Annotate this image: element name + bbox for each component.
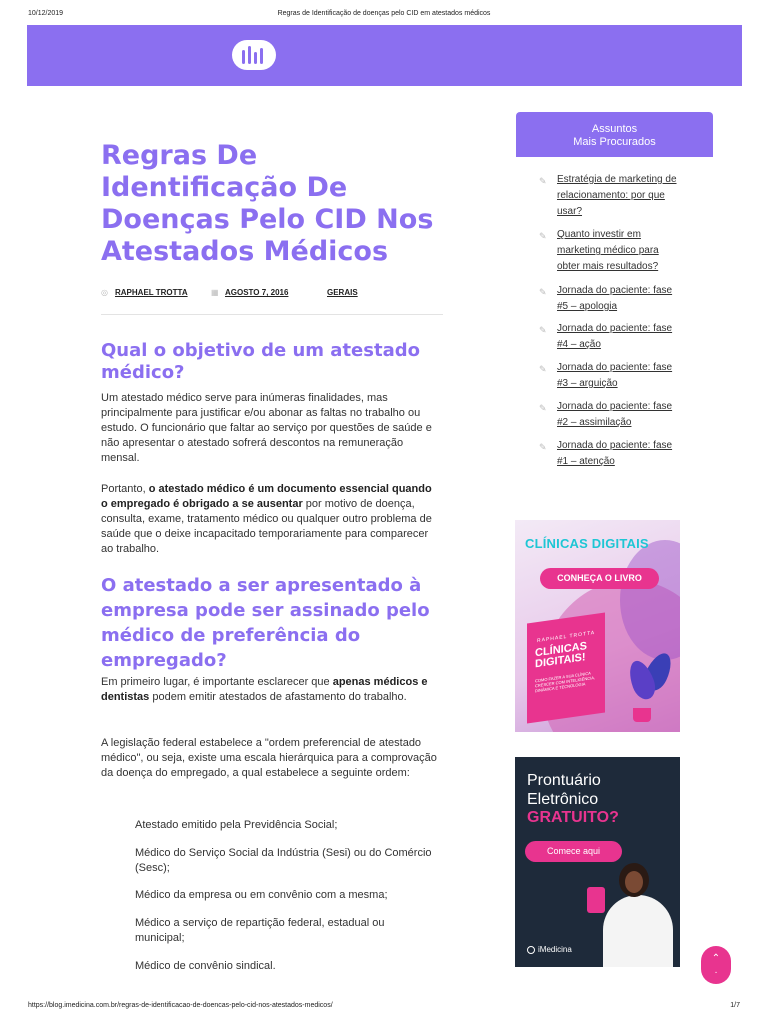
paragraph-3: Em primeiro lugar, é importante esclarecer que apenas médicos e dentistas podem emitir atestados de afastamento do trabalho. [101,676,428,703]
back-to-top-button[interactable]: ⌃ · [701,946,731,984]
pencil-icon: ✎ [539,442,547,452]
list-item: Atestado emitido pela Previdência Social; [135,819,338,831]
sidebar-link[interactable]: ✎ Jornada do paciente: fase #5 – apologia [539,285,673,312]
ad-heading: CLÍNICAS DIGITAIS [525,536,649,551]
article-meta [101,287,443,315]
calendar-icon: ▦ [211,287,219,297]
page-number: 1/7 [730,1002,740,1009]
doctor-illustration [603,895,673,967]
print-title: Regras de Identificação de doenças pelo CID em atestados médicos [277,10,491,17]
pencil-icon: ✎ [539,287,547,297]
pencil-icon: ✎ [539,176,547,186]
book-cover: RAPHAEL TROTTA CLÍNICAS DIGITAIS! COMO FAZER A SUA CLÍNICA CRESCER COM INTELIGÊNCIA, DINÂMICA E TECNOLOGIA [527,613,605,724]
paragraph-2: Portanto, o atestado médico é um documento essencial quando o empregado é obrigado a se ausentar por motivo de doença, consulta, exame, tratamento médico ou qualquer outro problema de saúde que o deixe incapacitado temporariamente para comparecer ao trabalho. [101,483,432,555]
user-icon: ◎ [101,287,108,297]
paragraph-1: Um atestado médico serve para inúmeras finalidades, mas principalmente para justificar e/ou abonar as faltas no trabalho ou estudo. O funcionário que faltar ao serviço por questões de saúde e não apresentar o atestado sofrerá descontos na remuneração mensal. [101,392,432,464]
pencil-icon: ✎ [539,403,547,413]
article-title: Regras De Identificação De Doenças Pelo CID Nos Atestados Médicos [101,140,434,267]
imedicina-logo-icon[interactable] [232,40,276,70]
print-footer [28,1002,740,1014]
author-link[interactable]: RAPHAEL TROTTA [115,288,188,297]
know-book-button[interactable]: CONHEÇA O LIVRO [540,568,659,589]
tablet-icon [587,887,605,913]
site-banner [27,25,742,86]
print-date: 10/12/2019 [28,10,64,17]
brand-logo: iMedicina [527,945,572,954]
ad-line: Prontuário Eletrônico [527,772,601,808]
paragraph-4: A legislação federal estabelece a "ordem preferencial de atestado médico", ou seja, existe uma escala hierárquica para a comprovação da doença do empregado, a qual estabelece a seguinte ordem: [101,737,437,779]
pencil-icon: ✎ [539,231,547,241]
pencil-icon: ✎ [539,325,547,335]
list-item: Médico do Serviço Social da Indústria (Sesi) ou do Comércio (Sesc); [135,847,432,874]
prontuario-ad-banner[interactable] [515,757,680,967]
bold-highlight: apenas médicos e dentistas [101,676,428,703]
bold-highlight: o atestado médico é um documento essencial quando o empregado é obrigado a se ausentar [101,483,432,510]
sidebar-link[interactable]: ✎ Jornada do paciente: fase #4 – ação [539,323,673,350]
list-item: Médico da empresa ou em convênio com a mesma; [135,889,388,901]
list-item: Médico a serviço de repartição federal, estadual ou municipal; [135,917,385,944]
print-header [28,10,740,22]
book-ad-banner[interactable] [515,520,680,732]
print-url: https://blog.imedicina.com.br/regras-de-identificacao-de-doencas-pelo-cid-nos-atestados-medicos/ [28,1002,333,1009]
pencil-icon: ✎ [539,364,547,374]
start-here-button[interactable]: Comece aqui [525,841,622,862]
section-heading-objetivo: Qual o objetivo de um atestado médico? [101,340,420,383]
ad-highlight: GRATUITO? [527,809,619,826]
list-item: Médico de convênio sindical. [135,960,276,972]
imedicina-logo-icon [527,946,535,954]
sidebar-link[interactable]: ✎ Jornada do paciente: fase #3 – arguição [539,362,673,389]
sidebar-link[interactable]: ✎ Quanto investir em marketing médico para obter mais resultados? [539,229,659,272]
sidebar-link[interactable]: ✎ Jornada do paciente: fase #2 – assimilação [539,401,673,428]
sidebar-link[interactable]: ✎ Jornada do paciente: fase #1 – atenção [539,440,673,467]
date-link[interactable]: AGOSTO 7, 2016 [225,288,289,297]
sidebar-heading: Assuntos Mais Procurados [516,112,713,157]
category-link[interactable]: GERAIS [327,288,358,297]
sidebar-link[interactable]: ✎ Estratégia de marketing de relacionamento: por que usar? [539,174,677,217]
section-heading-assinatura: O atestado a ser apresentado à empresa pode ser assinado pelo médico de preferência do empregado? [101,575,430,671]
chevron-up-icon: ⌃ [711,953,721,964]
